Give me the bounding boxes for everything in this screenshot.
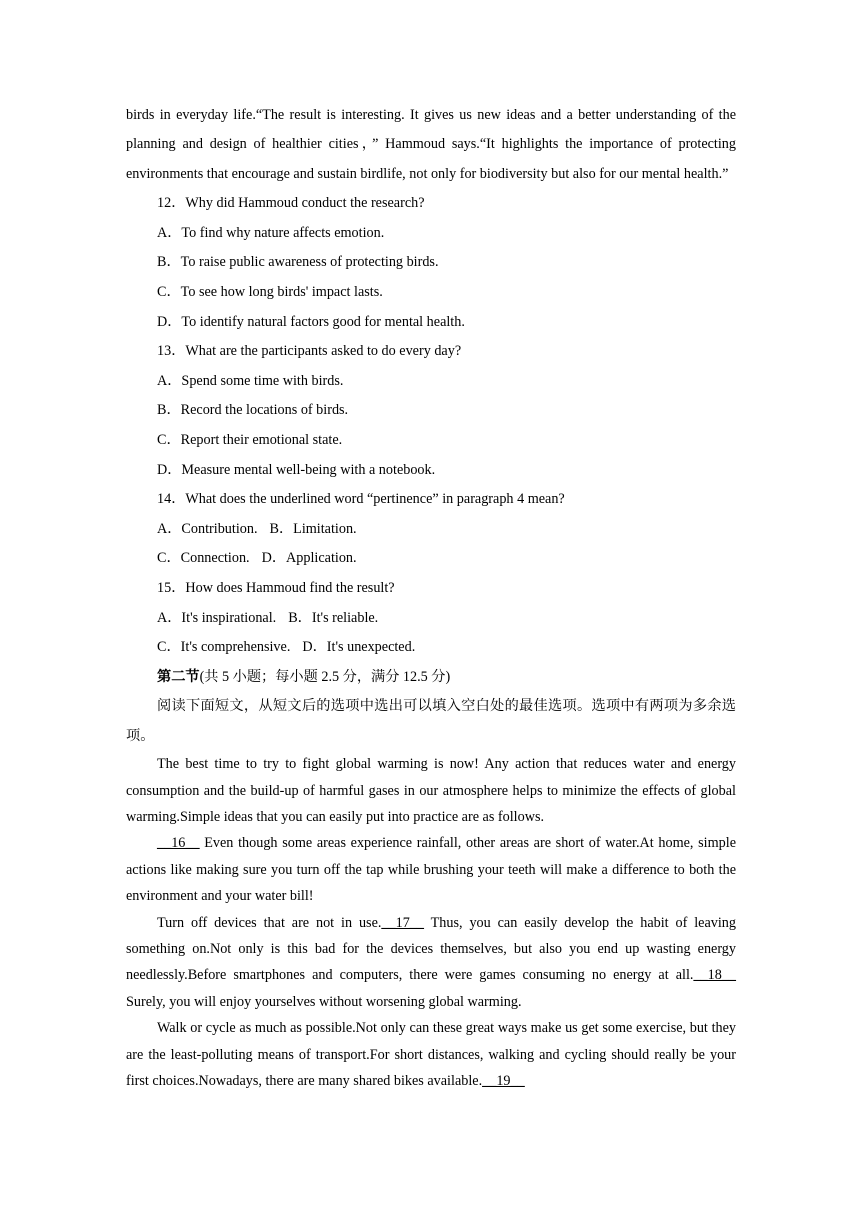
blank-18: __18__ <box>693 967 736 984</box>
option: A．It's inspirational. <box>157 609 277 626</box>
section-instruction: 阅读下面短文，从短文后的选项中选出可以填入空白处的最佳选项。选项中有两项为多余选项。 <box>126 698 736 744</box>
section-title: 第二节 <box>157 668 200 685</box>
question-14 <box>126 485 736 574</box>
question-stem: 14．What does the underlined word “pertinence” in paragraph 4 mean? <box>157 491 565 508</box>
passage-paragraph: Turn off devices that are not in use.__17__ Thus, you can easily develop the habit of leaving something on.Not only is this bad for the devices themselves, but also you end up wasting energy needlessly.Before smartphones and computers, there were games consuming no energy at all.__18__ Surely, you will enjoy yourselves without worsening global warming. <box>126 914 736 1010</box>
blank-16: __16__ <box>157 835 200 852</box>
option: C．Connection. <box>157 550 250 567</box>
option: D．To identify natural factors good for mental health. <box>157 313 465 330</box>
option: B．It's reliable. <box>288 609 379 626</box>
option: D．It's unexpected. <box>302 639 416 656</box>
option-row <box>126 544 736 574</box>
question-stem: 15．How does Hammoud find the result? <box>157 579 395 596</box>
option: A．Spend some time with birds. <box>157 372 344 389</box>
option: C．Report their emotional state. <box>157 431 343 448</box>
blank-17: __17__ <box>381 914 424 931</box>
question-13 <box>126 337 736 485</box>
option: B．To raise public awareness of protecting birds. <box>157 254 439 271</box>
option: C．It's comprehensive. <box>157 639 291 656</box>
option: C．To see how long birds' impact lasts. <box>157 284 383 300</box>
option-row <box>126 604 736 634</box>
question-15 <box>126 574 736 663</box>
option-row <box>126 633 736 663</box>
section-heading <box>126 663 736 693</box>
option: A．To find why nature affects emotion. <box>157 224 385 241</box>
option: A．Contribution. <box>157 520 258 537</box>
blank-19: __19__ <box>482 1073 525 1089</box>
question-stem: 13．What are the participants asked to do every day? <box>157 343 462 360</box>
option: B．Record the locations of birds. <box>157 402 349 419</box>
document-body <box>126 101 736 1094</box>
passage-paragraph: __16__ Even though some areas experience rainfall, other areas are short of water.At home, simple actions like making sure you turn off the tap while brushing your teeth will make a difference to both the environment and your water bill! <box>126 835 736 905</box>
option: B．Limitation. <box>269 520 357 537</box>
option: D．Application. <box>261 550 357 567</box>
question-12 <box>126 189 736 337</box>
passage-paragraph-end: birds in everyday life.“The result is interesting. It gives us new ideas and a better understanding of the planning and design of healthier cities，” Hammoud says.“It highlights the importance of protecting environments that encourage and sustain birdlife, not only for biodiversity but also for our mental health.” <box>126 107 736 182</box>
question-stem: 12．Why did Hammoud conduct the research? <box>157 195 425 212</box>
section-scoring: (共 5 小题；每小题 2.5 分，满分 12.5 分) <box>199 668 451 685</box>
option-row <box>126 515 736 545</box>
option: D．Measure mental well-being with a notebook. <box>157 461 436 478</box>
passage-paragraph: Walk or cycle as much as possible.Not only can these great ways make us get some exercise, but they are the least-polluting means of transport.For short distances, walking and cycling should really be your first choices.Nowadays, there are many shared bikes available.__19__ <box>126 1020 736 1089</box>
passage-paragraph: The best time to try to fight global warming is now! Any action that reduces water and energy consumption and the build-up of harmful gases in our atmosphere helps to minimize the effects of global warming.Simple ideas that you can easily put into practice are as follows. <box>126 756 736 825</box>
